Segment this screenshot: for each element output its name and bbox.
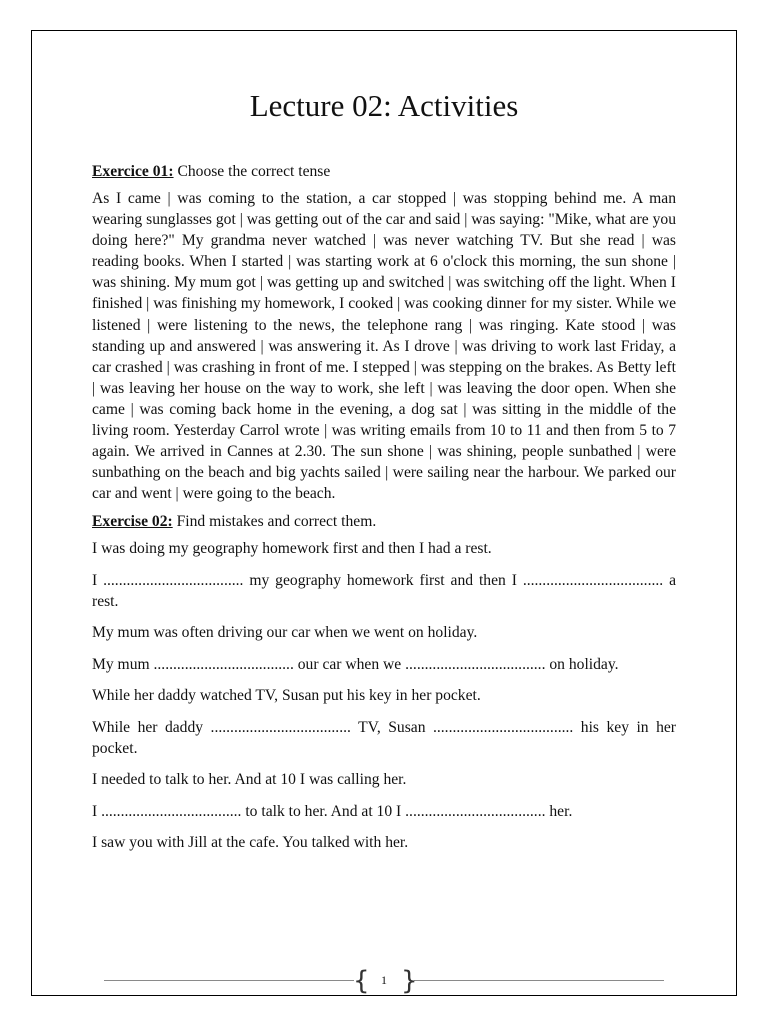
exercise-1-label: Exercice 01: xyxy=(92,163,174,180)
page-footer xyxy=(104,966,664,996)
page-title: Lecture 02: Activities xyxy=(249,88,519,123)
footer-rule-left xyxy=(104,980,354,981)
left-brace-icon: { xyxy=(353,966,370,996)
exercise-2-fill-2: My mum .................................... our car when we .................................... on holiday. xyxy=(92,655,619,673)
page-number: 1 xyxy=(381,973,387,987)
exercise-1-heading xyxy=(92,161,676,182)
exercise-1-instruction: Choose the correct tense xyxy=(173,163,331,180)
document-content xyxy=(92,84,676,864)
exercise-2-sentence-5: I saw you with Jill at the cafe. You talked with her. xyxy=(92,834,409,852)
exercise-2-sentence-1: I was doing my geography homework first and then I had a rest. xyxy=(92,540,492,558)
exercise-2-fill-4: I .................................... to talk to her. And at 10 I .................................... her. xyxy=(92,802,573,820)
exercise-2-fill-1: I .................................... my geography homework first and then I .................................... a rest. xyxy=(92,571,676,610)
exercise-2-label: Exercise 02: xyxy=(92,513,173,531)
footer-rule-right xyxy=(414,980,664,981)
exercise-2-heading xyxy=(92,511,676,532)
right-brace-icon: } xyxy=(401,966,418,996)
exercise-2-sentence-2: My mum was often driving our car when we went on holiday. xyxy=(92,624,478,642)
exercise-1-text: As I came | was coming to the station, a car stopped | was stopping behind me. A man wearing sunglasses got | was getting out of the car and said | was saying: "Mike, what are you doing here?" My grandma never watched | was never watching TV. But she read | was reading books. When I started | was starting work at 6 o'clock this morning, the sun shone | was shining. My mum got | was getting up and switched | was switching off the light. When I finished | was finishing my homework, I cooked | was cooking dinner for my sister. While we listened | were listening to the news, the telephone rang | was ringing. Kate stood | was standing up and answered | was answering it. As I drove | was driving to work last Friday, a car crashed | was crashing in front of me. I stepped | was stepping on the brakes. As Betty left | was leaving her house on the way to work, she left | was leaving the door open. When she came | was coming back home in the evening, a dog sat | was sitting in the middle of the living room. Yesterday Carrol wrote | was writing emails from 10 to 11 and then from 5 to 7 again. We arrived in Cannes at 2.30. The sun shone | was shining, people sunbathed | were sunbathing on the beach and big yachts sailed | were sailing near the harbour. We parked our car and went | were going to the beach. xyxy=(92,190,676,503)
exercise-2-fill-3: While her daddy .................................... TV, Susan .................................... his key in her pocket. xyxy=(92,718,676,757)
exercise-2-sentence-3: While her daddy watched TV, Susan put his key in her pocket. xyxy=(92,687,481,705)
exercise-2-instruction: Find mistakes and correct them. xyxy=(172,513,377,531)
exercise-2-sentence-4: I needed to talk to her. And at 10 I was calling her. xyxy=(92,771,407,789)
